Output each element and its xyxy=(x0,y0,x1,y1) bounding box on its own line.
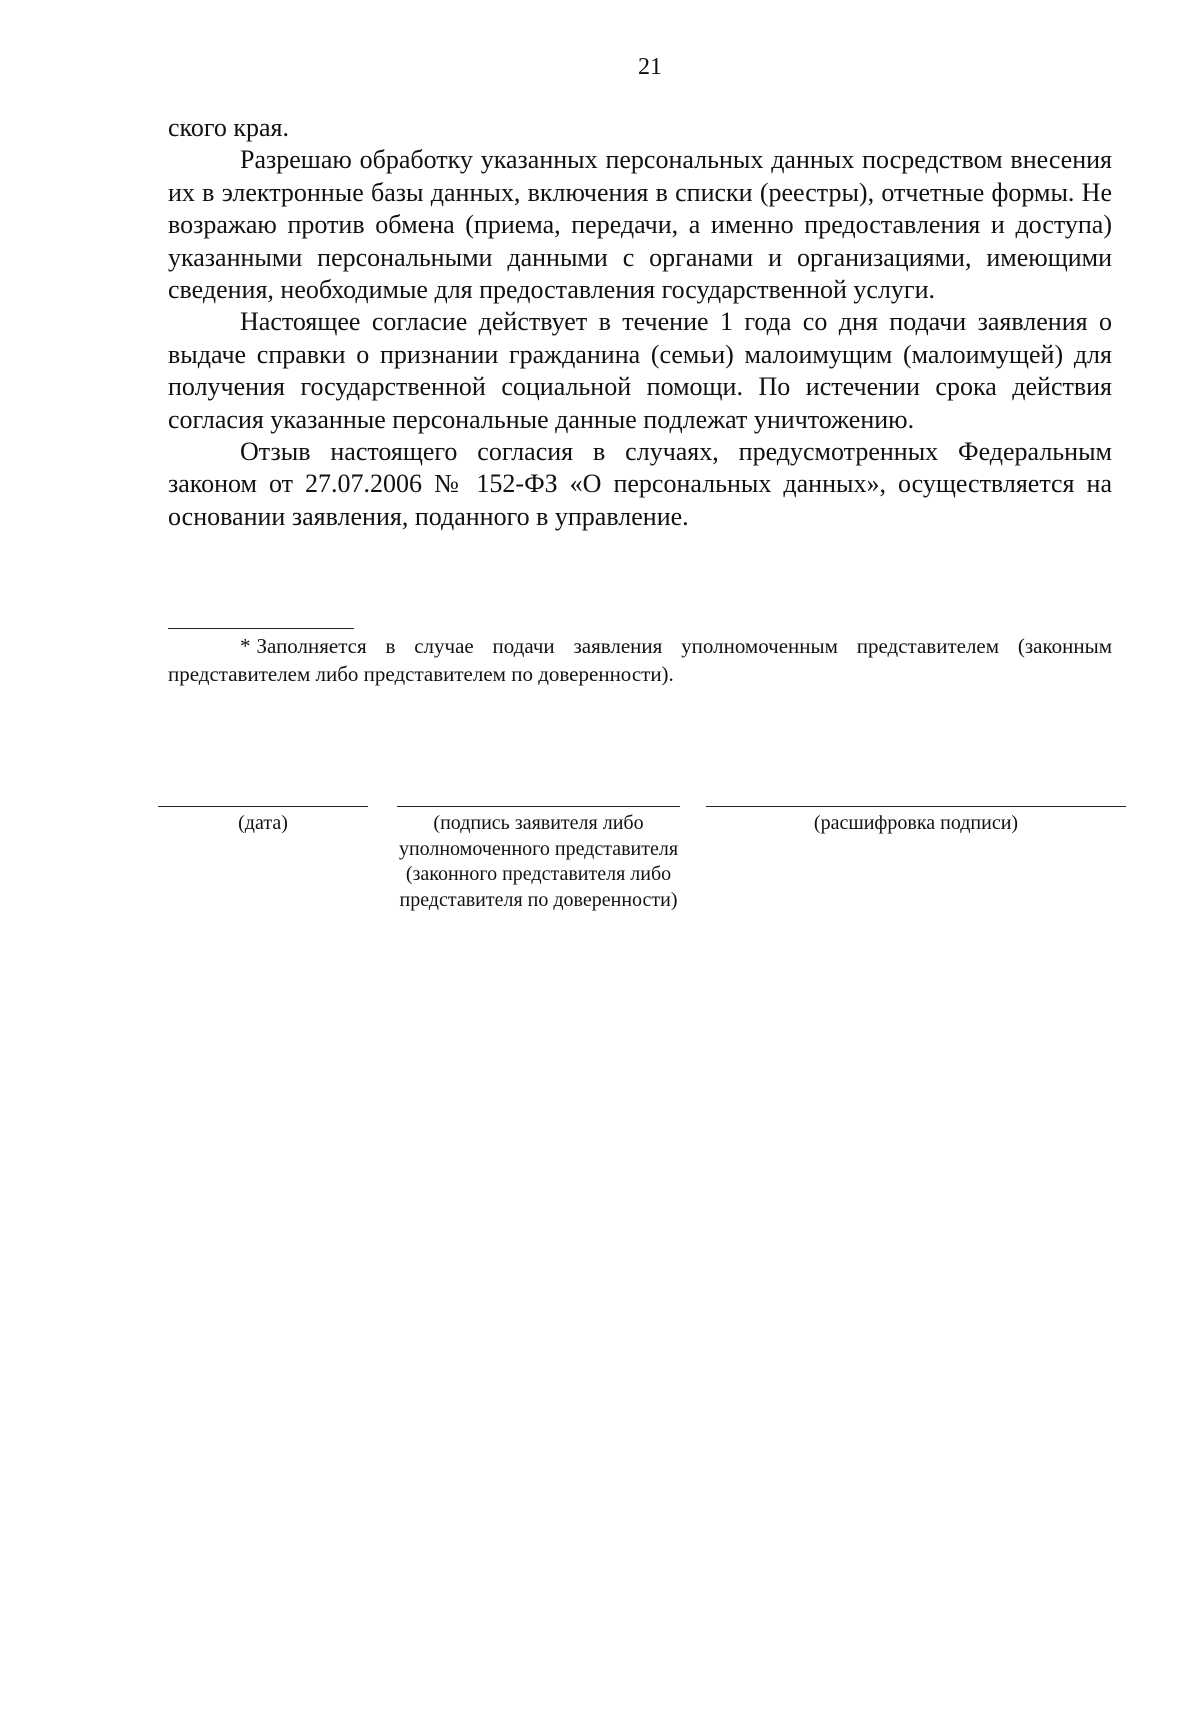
date-label: (дата) xyxy=(238,812,288,834)
paragraph-processing-consent: Разрешаю обработку указанных персональных данных посредством внесения их в электронные базы данных, включения в списки (реестры), отчетные формы. Не возражаю против обмена (приема, передачи, а именно предоставления и доступа) указанными персональными данными с органами и организациями, имеющими сведения, необходимые для предоставления государственной услуги. xyxy=(168,145,1112,305)
footnote-text: Заполняется в случае подачи заявления уполномоченным представителем (законным представителем либо представителем по доверенности). xyxy=(168,634,1112,686)
signature-label: (подпись заявителя либо уполномоченного представителя (законного представителя либо представителя по доверенности) xyxy=(398,812,679,911)
paragraph-consent-withdrawal: Отзыв настоящего согласия в случаях, предусмотренных Федеральным законом от 27.07.2006 № 152-ФЗ «О персональных данных», осуществляется на основании заявления, поданного в управление. xyxy=(168,437,1112,531)
decode-label: (расшифровка подписи) xyxy=(813,812,1019,834)
footnote-mark: * xyxy=(240,634,251,658)
decode-line xyxy=(706,806,1126,807)
signature-date-field xyxy=(158,806,368,837)
footnote xyxy=(168,632,1112,688)
page-number: 21 xyxy=(638,54,662,80)
signature-line xyxy=(397,806,680,807)
body-text xyxy=(168,112,1112,533)
paragraph-continuation: ского края. xyxy=(168,113,289,142)
date-line xyxy=(158,806,368,807)
footnote-divider xyxy=(168,628,354,629)
signature-sign-field xyxy=(397,806,680,913)
signature-decode-field xyxy=(706,806,1126,837)
paragraph-consent-validity: Настоящее согласие действует в течение 1 года со дня подачи заявления о выдаче справки о признании гражданина (семьи) малоимущим (малоимущей) для получения государственной социальной помощи. По истечении срока действия согласия указанные персональные данные подлежат уничтожению. xyxy=(168,307,1112,434)
